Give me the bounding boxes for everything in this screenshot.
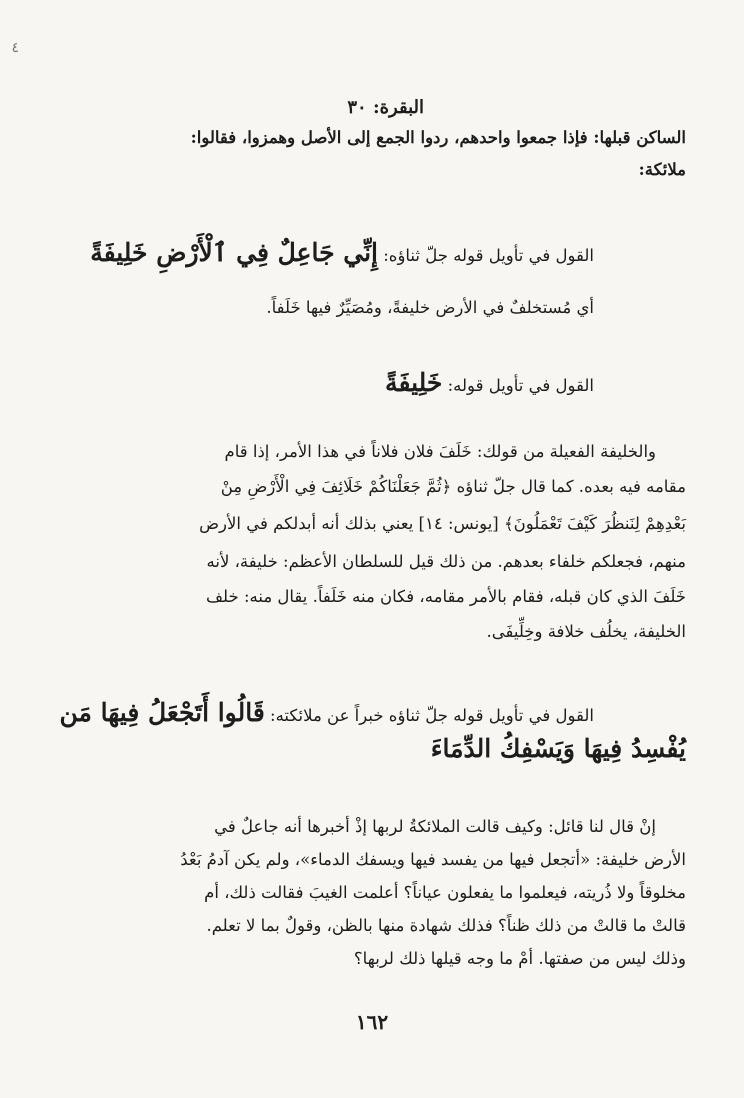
section3-line-1: إنْ قال لنا قائل: وكيف قالت الملائكةُ لربها إذْ أخبرها أنه جاعلٌ في bbox=[214, 817, 656, 836]
section2-verse: خَلِيفَةً bbox=[385, 368, 443, 397]
section2-heading bbox=[385, 366, 594, 400]
section1-heading bbox=[90, 236, 594, 270]
section3-heading-text: القول في تأويل قوله جلّ ثناؤه خبراً عن ملائكته: bbox=[270, 706, 594, 725]
section3-verse-2: يُفْسِدُ فِيهَا وَيَسْفِكُ الدِّمَاءَ bbox=[430, 734, 686, 763]
corner-mark: ٤ bbox=[11, 40, 19, 56]
surah-header: البقرة: ٣٠ bbox=[347, 97, 424, 118]
section3-heading bbox=[60, 696, 594, 730]
section2-line-4: منهم، فجعلكم خلفاء بعدهم. من ذلك قيل للسلطان الأعظم: خليفة، لأنه bbox=[206, 552, 686, 571]
section3-line-5: وذلك ليس من صفتها. أمْ ما وجه قيلها ذلك لربها؟ bbox=[353, 949, 686, 968]
section2-line-3: بَعْدِهِمْ لِنَنظُرَ كَيْفَ تَعْمَلُونَ﴾ [يونس: ١٤] يعني بذلك أنه أبدلكم في الأرض bbox=[199, 514, 686, 533]
section2-line-5: خَلَفَ الذي كان قبله، فقام بالأمر مقامه، فكان منه خَلَفاً. يقال منه: خلف bbox=[205, 587, 686, 606]
section2-line-2: مقامه فيه بعده. كما قال جلّ ثناؤه ﴿ثُمَّ جَعَلْنَاكُمْ خَلَائِفَ فِي الْأَرْضِ مِنْ bbox=[220, 477, 686, 496]
section3-line-2: الأرض خليفة: «أتجعل فيها من يفسد فيها ويسفك الدماء»، ولم يكن آدمُ بَعْدُ bbox=[180, 850, 686, 869]
section3-verse-1: قَالُوا أَتَجْعَلُ فِيهَا مَن bbox=[59, 698, 265, 727]
section2-heading-text: القول في تأويل قوله: bbox=[447, 376, 594, 395]
section2-line-6: الخليفة، يخلُف خلافة وخِلِّيفَى. bbox=[486, 622, 686, 641]
section1-verse: إِنِّي جَاعِلٌ فِي ٱلْأَرْضِ خَلِيفَةً bbox=[90, 238, 378, 267]
intro-line-1: الساكن قبلها: فإذا جمعوا واحدهم، ردوا الجمع إلى الأصل وهمزوا، فقالوا: bbox=[190, 128, 686, 147]
page-number: ١٦٢ bbox=[355, 1010, 389, 1034]
section3-line-4: قالتْ ما قالتْ من ذلك ظناً؟ فذلك شهادة منها بالظن، وقولٌ بما لا تعلم. bbox=[206, 916, 686, 935]
section1-heading-text: القول في تأويل قوله جلّ ثناؤه: bbox=[383, 246, 594, 265]
section2-line-1: والخليفة الفعيلة من قولك: خَلَفَ فلان فلاناً في هذا الأمر، إذا قام bbox=[224, 442, 656, 461]
section3-line-3: مخلوقاً ولا ذُريته، فيعلموا ما يفعلون عياناً؟ أعلمت الغيبَ فقالت ذلك، أم bbox=[204, 883, 686, 902]
intro-line-2: ملائكة: bbox=[638, 160, 686, 179]
section1-text: أي مُستخلفٌ في الأرض خليفةً، ومُصَيِّرٌ فيها خَلَفاً. bbox=[266, 298, 594, 317]
